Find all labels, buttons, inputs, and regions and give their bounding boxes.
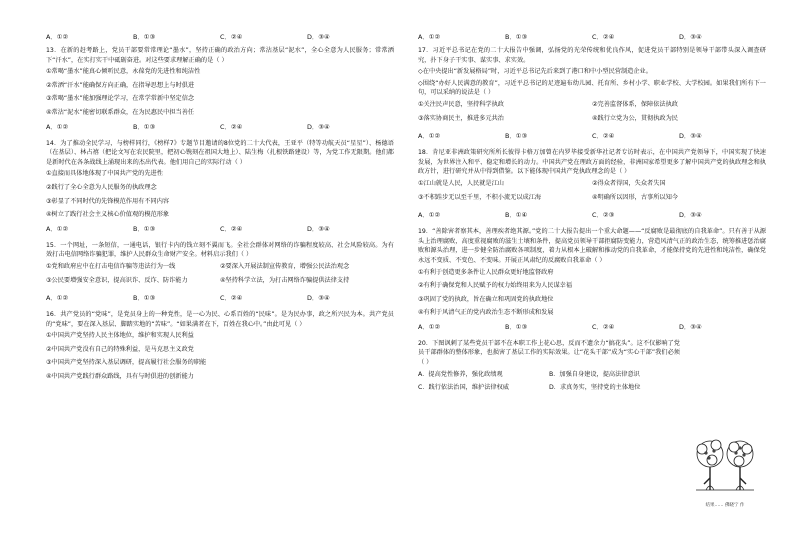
- question-15: [46, 241, 394, 303]
- choice-a[interactable]: A．①②: [418, 132, 441, 141]
- left-column: [46, 30, 394, 389]
- choice-c[interactable]: C．②③: [592, 211, 615, 220]
- option-3: ③常喝“墨水”能加强理论学习，在常学常新中坚定信念: [46, 95, 195, 103]
- cartoon-illustration: [692, 434, 758, 522]
- choice-b[interactable]: B．①③: [133, 294, 156, 303]
- question-material-2: ◇围绕“办好人民满意的教育”，习近平总书记的足迹遍布幼儿园、托育所、乡村小学、职业学校、大学校园。如果我们所有下一句，可以采纳的说法是（ ）: [418, 79, 766, 97]
- option-4: ④常沾“泥水”能密切联系群众，在为民惠民中担当善任: [46, 108, 195, 116]
- question-18: [418, 148, 766, 220]
- option-4: ④有利于风清气正的党内政治生态不断形成和发展: [418, 309, 554, 317]
- question-stem: 16．共产党员的“党味”，是党员身上的一种党性，是一心为民、心系百姓的“民味”。是为民办事，政之所兴民为本。共产党员的“党味”，要在深入基层、脚踏实地的“苦味”。“如果满者在下，百姓在我心中。”由此可见（ ）: [46, 311, 394, 328]
- option-4: ④中国共产党践行群众路线，具有与时俱进的创新能力: [46, 373, 194, 381]
- q13-choices: [46, 122, 394, 132]
- question-stem: 15．一个网址，一条短信，一通电话，银行卡内的钱立刻不翼而飞。全社会群体对网络的诈骗程度较高、社会风险较高。为有效打击电信网络诈骗犯罪，维护人民群众生命财产安全。材料启示我们（ ）: [46, 241, 394, 259]
- choice-d[interactable]: D．③④: [679, 33, 702, 41]
- option-1: ①中国共产党坚持人民主体地位，维护和实现人民利益: [46, 332, 194, 340]
- choice-c[interactable]: C．②④: [220, 122, 243, 131]
- choice-d[interactable]: D．③④: [307, 122, 330, 131]
- choice-a[interactable]: A．①②: [46, 33, 69, 41]
- option-grid: [46, 262, 394, 289]
- q19-choices: [418, 322, 766, 332]
- option-3: ③彰显了不同时代的先锋模范作用有不同内容: [46, 197, 170, 205]
- option-4: ④明确所以因形，古事所以知今: [592, 193, 678, 201]
- choice-c[interactable]: C．②④: [220, 294, 243, 303]
- q20-choices: [418, 370, 680, 397]
- option-3: ③中国共产党坚持深入基层调研，提高履行社会服务的职能: [46, 359, 207, 367]
- right-column: [418, 30, 766, 404]
- choice-c[interactable]: C．②④: [592, 132, 615, 141]
- question-20: [418, 339, 766, 397]
- q17-choices: [418, 131, 766, 141]
- q15-choices: [46, 293, 394, 303]
- choice-a[interactable]: A．①②: [418, 33, 441, 41]
- q14-choices: [46, 224, 394, 234]
- q12-choices: [46, 32, 394, 42]
- option-1: ①江山就是人民，人民就是江山: [418, 179, 504, 187]
- choice-b[interactable]: B．①③: [505, 322, 528, 331]
- choice-d[interactable]: D．③④: [679, 132, 702, 141]
- option-4: ④践行立党为公，贯彻执政为民: [592, 114, 678, 122]
- option-2: ②有利于确保党和人民赋予的权力始终用来为人民谋幸福: [418, 282, 573, 290]
- option-2: ②要深入开展法制宣传教育，增强公民法治观念: [220, 262, 350, 270]
- option-4: ④坚持科学立法，为打击网络诈骗提供法律支持: [220, 276, 350, 284]
- choice-c[interactable]: C．②④: [592, 322, 615, 331]
- option-2: ②完善监督体系，保障依法执政: [592, 100, 678, 108]
- choice-b[interactable]: B．①③: [133, 33, 156, 41]
- choice-a[interactable]: A．①②: [418, 211, 441, 220]
- question-stem: 20．下图讽刺了某些党员干部不在本职工作上花心思，反而不遗余力“搞花头”。这不仅影响了党员干部群体的整体形象，也损害了基层工作的实际效果。让“花头干部”成为“实心干部”我们必须（ ）: [418, 339, 680, 367]
- choice-c[interactable]: C．②④: [220, 33, 243, 41]
- choice-d[interactable]: D．③④: [307, 33, 330, 41]
- option-3: ③公民要增强安全意识，提高识诈、反诈、防诈能力: [46, 276, 188, 284]
- question-stem: 17．习近平总书记在党的二十大报告中强调，弘扬党的光荣传统和优良作风，促进党员干部特别是领导干部带头深入调查研究，扑下身子干实事、谋实事、求实效。: [418, 47, 766, 64]
- choice-d[interactable]: D．求真务实，坚持党的主体地位: [549, 384, 641, 392]
- option-2: ②常洒“汗水”能确保方向正确，在指导思想上与时俱进: [46, 81, 195, 89]
- choice-b[interactable]: B．①④: [505, 211, 528, 220]
- choice-a[interactable]: A．①②: [418, 322, 441, 331]
- choice-c[interactable]: C．②④: [592, 33, 615, 41]
- option-3: ③不积跬步无以至千里，不积小流无以成江海: [418, 193, 542, 201]
- q16-choices: [418, 32, 766, 42]
- choice-d[interactable]: D．③④: [679, 322, 702, 331]
- q18-choices: [418, 210, 766, 220]
- option-1: ①关注民声民意，坚持科学执政: [418, 100, 504, 108]
- option-2: ②中国共产党没有自己的特殊利益，是马克思主义政党: [46, 345, 194, 353]
- choice-d[interactable]: D．③④: [679, 211, 702, 220]
- option-1: ①直接而具体地体现了中国共产党的先进性: [46, 170, 163, 178]
- question-19: [418, 227, 766, 332]
- option-3: ③落实协商民主，推进多元共治: [418, 114, 504, 122]
- cartoon-trees-icon: [692, 434, 758, 500]
- option-4: ④树立了践行社会主义核心价值观的模范形象: [46, 211, 170, 219]
- question-stem: 14．为了推动全民学习，与榜样同行，《榜样7》专题节目邀请的8位党的二十大代表，王亚平（特等功航天员“星星”）、杨德语（在基层）、林占禧（把论文写在农民院里，把初心镌刻在祖国大地上）、陆生梅（扎根铁路建设）等，为党工作无限期。他们都是新时代在各条战线上涌现出来的杰出代表。他们用自己的实际行动（ ）: [46, 139, 394, 166]
- option-2: ②得众者得国，失众者失国: [592, 179, 666, 187]
- option-grid: [418, 100, 766, 127]
- question-material-1: ◇在中央提出“新发展格局”时，习近平总书记先后来到了港口和中小型民营制造企业。: [418, 68, 652, 76]
- question-stem: 19．“善除害者察其本，善理疾者绝其源。”党的二十大报告提出一个重大命题——“反腐败是最彻底的自我革命”。只有善于从源头上治理腐败，高度重视腐败的滋生土壤和条件，提高党员领导干部拒腐防变能力，营造风清气正的政治生态，统筹推进惩治腐败和源头治理，进一步健全防治腐败各项制度，着力从根本上破解和推动党的自我革命，才能保持党的先进性和纯洁性，确保党永远不变质、不变色、不变味。开展正风肃纪的反腐败自我革命（ ）: [418, 228, 766, 264]
- choice-d[interactable]: D．③④: [307, 294, 330, 303]
- cartoon-caption: 结果…… 佛晓宁 作: [705, 503, 745, 508]
- question-stem: 18．肯尼亚非洲政策研究所所长彼得卡格万加曾在内罗毕接受新华社记者专访时表示，在中国共产党领导下，中国实现了快速发展，为世界注入和平、稳定和增长的动力。中国共产党在理政方面的经验，非洲国家希望更多了解中国共产党的执政理念和执政方针，进行研究并从中得到借鉴。以下能体现中国共产党执政理念的是（ ）: [418, 149, 766, 176]
- question-14: [46, 139, 394, 234]
- choice-a[interactable]: A．①②: [46, 122, 69, 131]
- option-1: ①有利于创造更多条件让人民群众更好地监督政府: [418, 268, 554, 276]
- choice-b[interactable]: B．①③: [133, 122, 156, 131]
- option-3: ③巩固了党的执政，旨在确立和巩固党的执政地位: [418, 295, 554, 303]
- question-stem: 13．在新的赶考路上，党员干部要常常理论“墨水”，坚持正确的政治方向；常沾基层“泥水”，全心全意为人民服务；常常洒下“汗水”，在实打实干中砥砺奋进。对这些要求理解正确的是（ ）: [46, 47, 394, 64]
- option-2: ②践行了全心全意为人民服务的执政理念: [46, 183, 157, 191]
- choice-b[interactable]: B．①③: [505, 132, 528, 141]
- choice-b[interactable]: B．①③: [505, 33, 528, 41]
- option-1: ①常喝“墨水”能真心倾听民意，永葆党的先进性和纯洁性: [46, 68, 201, 76]
- choice-a[interactable]: A．提高党性修养，强化政绩观: [418, 370, 503, 378]
- choice-b[interactable]: B．①③: [133, 224, 156, 233]
- choice-c[interactable]: C．②④: [220, 224, 243, 233]
- option-1: ①党和政府应中在打击电信诈骗等违法行为一线: [46, 262, 176, 270]
- question-16: [46, 310, 394, 382]
- choice-a[interactable]: A．①②: [46, 294, 69, 303]
- choice-c[interactable]: C．践行依法治国，维护法律权威: [418, 384, 509, 392]
- question-17: [418, 46, 766, 141]
- choice-d[interactable]: D．③④: [307, 224, 330, 233]
- choice-b[interactable]: B．加强自身建设，提高法律意识: [549, 370, 640, 378]
- question-13: [46, 46, 394, 132]
- choice-a[interactable]: A．①②: [46, 224, 69, 233]
- option-grid: [418, 179, 766, 206]
